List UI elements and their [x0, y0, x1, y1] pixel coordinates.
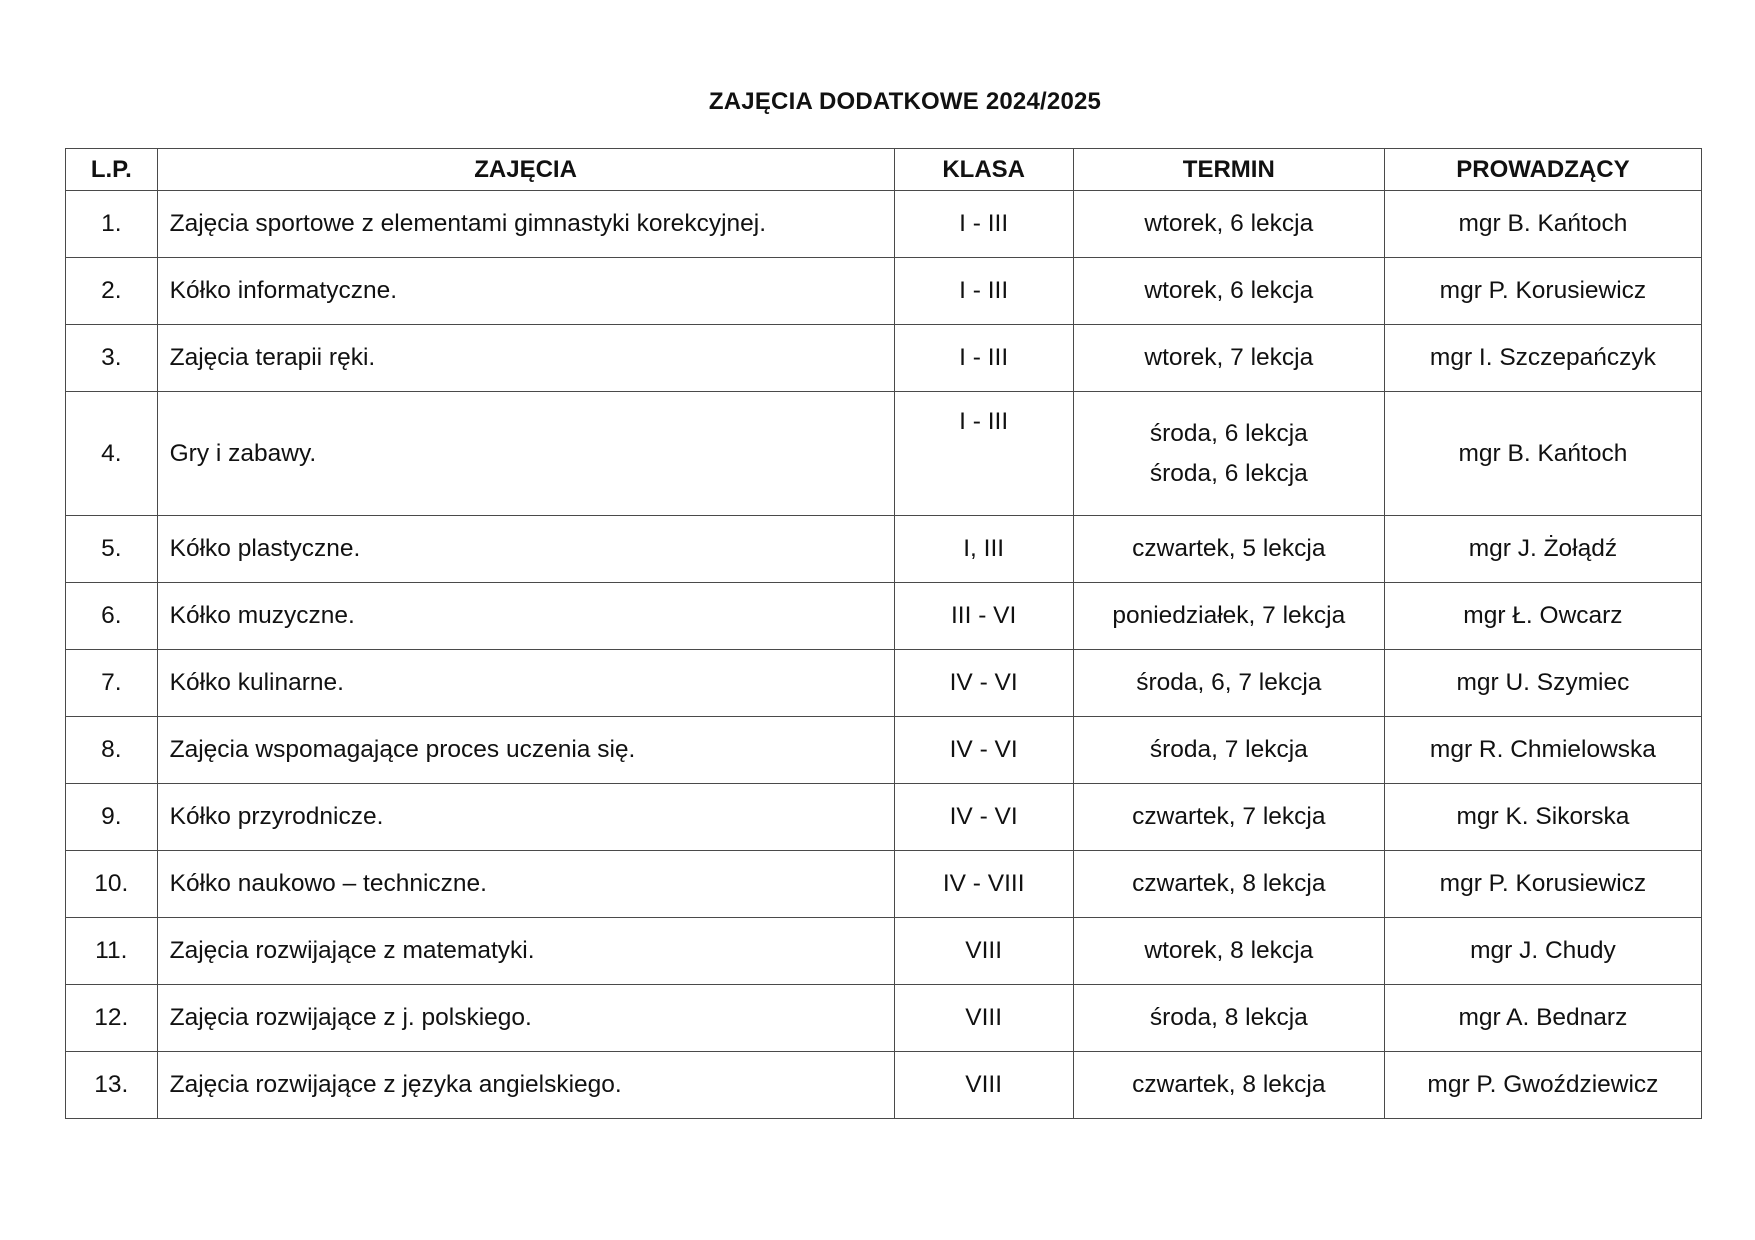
table-row — [66, 258, 1702, 325]
term: wtorek, 8 lekcja — [1073, 918, 1384, 985]
term: czwartek, 8 lekcja — [1073, 851, 1384, 918]
term-line-1: środa, 6 lekcja — [1149, 419, 1308, 447]
activity-name: Gry i zabawy. — [157, 392, 894, 516]
term: wtorek, 6 lekcja — [1073, 191, 1384, 258]
class-range: IV - VI — [894, 784, 1073, 851]
activity-name: Zajęcia terapii ręki. — [157, 325, 894, 392]
term: poniedziałek, 7 lekcja — [1073, 583, 1384, 650]
activity-name: Kółko naukowo – techniczne. — [157, 851, 894, 918]
activity-name: Zajęcia rozwijające z j. polskiego. — [157, 985, 894, 1052]
table-row — [66, 392, 1702, 516]
teacher: mgr P. Korusiewicz — [1384, 258, 1701, 325]
teacher: mgr Ł. Owcarz — [1384, 583, 1701, 650]
row-number: 11. — [66, 918, 158, 985]
row-number: 12. — [66, 985, 158, 1052]
row-number: 7. — [66, 650, 158, 717]
class-range: I, III — [894, 516, 1073, 583]
class-range: IV - VIII — [894, 851, 1073, 918]
activity-name: Kółko informatyczne. — [157, 258, 894, 325]
row-number: 8. — [66, 717, 158, 784]
teacher: mgr B. Kańtoch — [1384, 392, 1701, 516]
teacher: mgr I. Szczepańczyk — [1384, 325, 1701, 392]
teacher: mgr A. Bednarz — [1384, 985, 1701, 1052]
activity-name: Kółko muzyczne. — [157, 583, 894, 650]
activity-name: Zajęcia wspomagające proces uczenia się. — [157, 717, 894, 784]
row-number: 5. — [66, 516, 158, 583]
teacher: mgr P. Gwoździewicz — [1384, 1052, 1701, 1119]
teacher: mgr P. Korusiewicz — [1384, 851, 1701, 918]
column-header-term: TERMIN — [1073, 149, 1384, 191]
class-range: VIII — [894, 918, 1073, 985]
table-row — [66, 325, 1702, 392]
teacher: mgr J. Żołądź — [1384, 516, 1701, 583]
table-row — [66, 851, 1702, 918]
table-row — [66, 516, 1702, 583]
class-range: I - III — [894, 392, 1073, 516]
teacher: mgr B. Kańtoch — [1384, 191, 1701, 258]
class-range: III - VI — [894, 583, 1073, 650]
class-range: IV - VI — [894, 717, 1073, 784]
term: czwartek, 7 lekcja — [1073, 784, 1384, 851]
activity-name: Zajęcia sportowe z elementami gimnastyki korekcyjnej. — [157, 191, 894, 258]
column-header-teacher: PROWADZĄCY — [1384, 149, 1701, 191]
activity-name: Zajęcia rozwijające z języka angielskiego. — [157, 1052, 894, 1119]
teacher: mgr R. Chmielowska — [1384, 717, 1701, 784]
class-range: I - III — [894, 325, 1073, 392]
table-row — [66, 1052, 1702, 1119]
table-row — [66, 784, 1702, 851]
teacher: mgr K. Sikorska — [1384, 784, 1701, 851]
row-number: 1. — [66, 191, 158, 258]
term — [1073, 392, 1384, 516]
table-row — [66, 918, 1702, 985]
term: środa, 6, 7 lekcja — [1073, 650, 1384, 717]
row-number: 3. — [66, 325, 158, 392]
table-row — [66, 191, 1702, 258]
row-number: 6. — [66, 583, 158, 650]
activity-name: Kółko kulinarne. — [157, 650, 894, 717]
activity-name: Kółko przyrodnicze. — [157, 784, 894, 851]
page-title: ZAJĘCIA DODATKOWE 2024/2025 — [708, 88, 1102, 115]
table-row — [66, 985, 1702, 1052]
row-number: 10. — [66, 851, 158, 918]
teacher: mgr J. Chudy — [1384, 918, 1701, 985]
activity-name: Zajęcia rozwijające z matematyki. — [157, 918, 894, 985]
row-number: 13. — [66, 1052, 158, 1119]
term: środa, 8 lekcja — [1073, 985, 1384, 1052]
table-row — [66, 650, 1702, 717]
class-range: I - III — [894, 191, 1073, 258]
schedule-table — [65, 148, 1702, 1119]
table-header-row — [66, 149, 1702, 191]
term-line-2: środa, 6 lekcja — [1149, 459, 1308, 487]
class-range: VIII — [894, 985, 1073, 1052]
term: czwartek, 8 lekcja — [1073, 1052, 1384, 1119]
class-range: VIII — [894, 1052, 1073, 1119]
column-header-activity: ZAJĘCIA — [157, 149, 894, 191]
term: wtorek, 6 lekcja — [1073, 258, 1384, 325]
term: czwartek, 5 lekcja — [1073, 516, 1384, 583]
teacher: mgr U. Szymiec — [1384, 650, 1701, 717]
table-row — [66, 717, 1702, 784]
table-row — [66, 583, 1702, 650]
term: środa, 7 lekcja — [1073, 717, 1384, 784]
class-range: I - III — [894, 258, 1073, 325]
row-number: 9. — [66, 784, 158, 851]
activity-name: Kółko plastyczne. — [157, 516, 894, 583]
column-header-lp: L.P. — [66, 149, 158, 191]
row-number: 4. — [66, 392, 158, 516]
term: wtorek, 7 lekcja — [1073, 325, 1384, 392]
row-number: 2. — [66, 258, 158, 325]
column-header-class: KLASA — [894, 149, 1073, 191]
class-range: IV - VI — [894, 650, 1073, 717]
